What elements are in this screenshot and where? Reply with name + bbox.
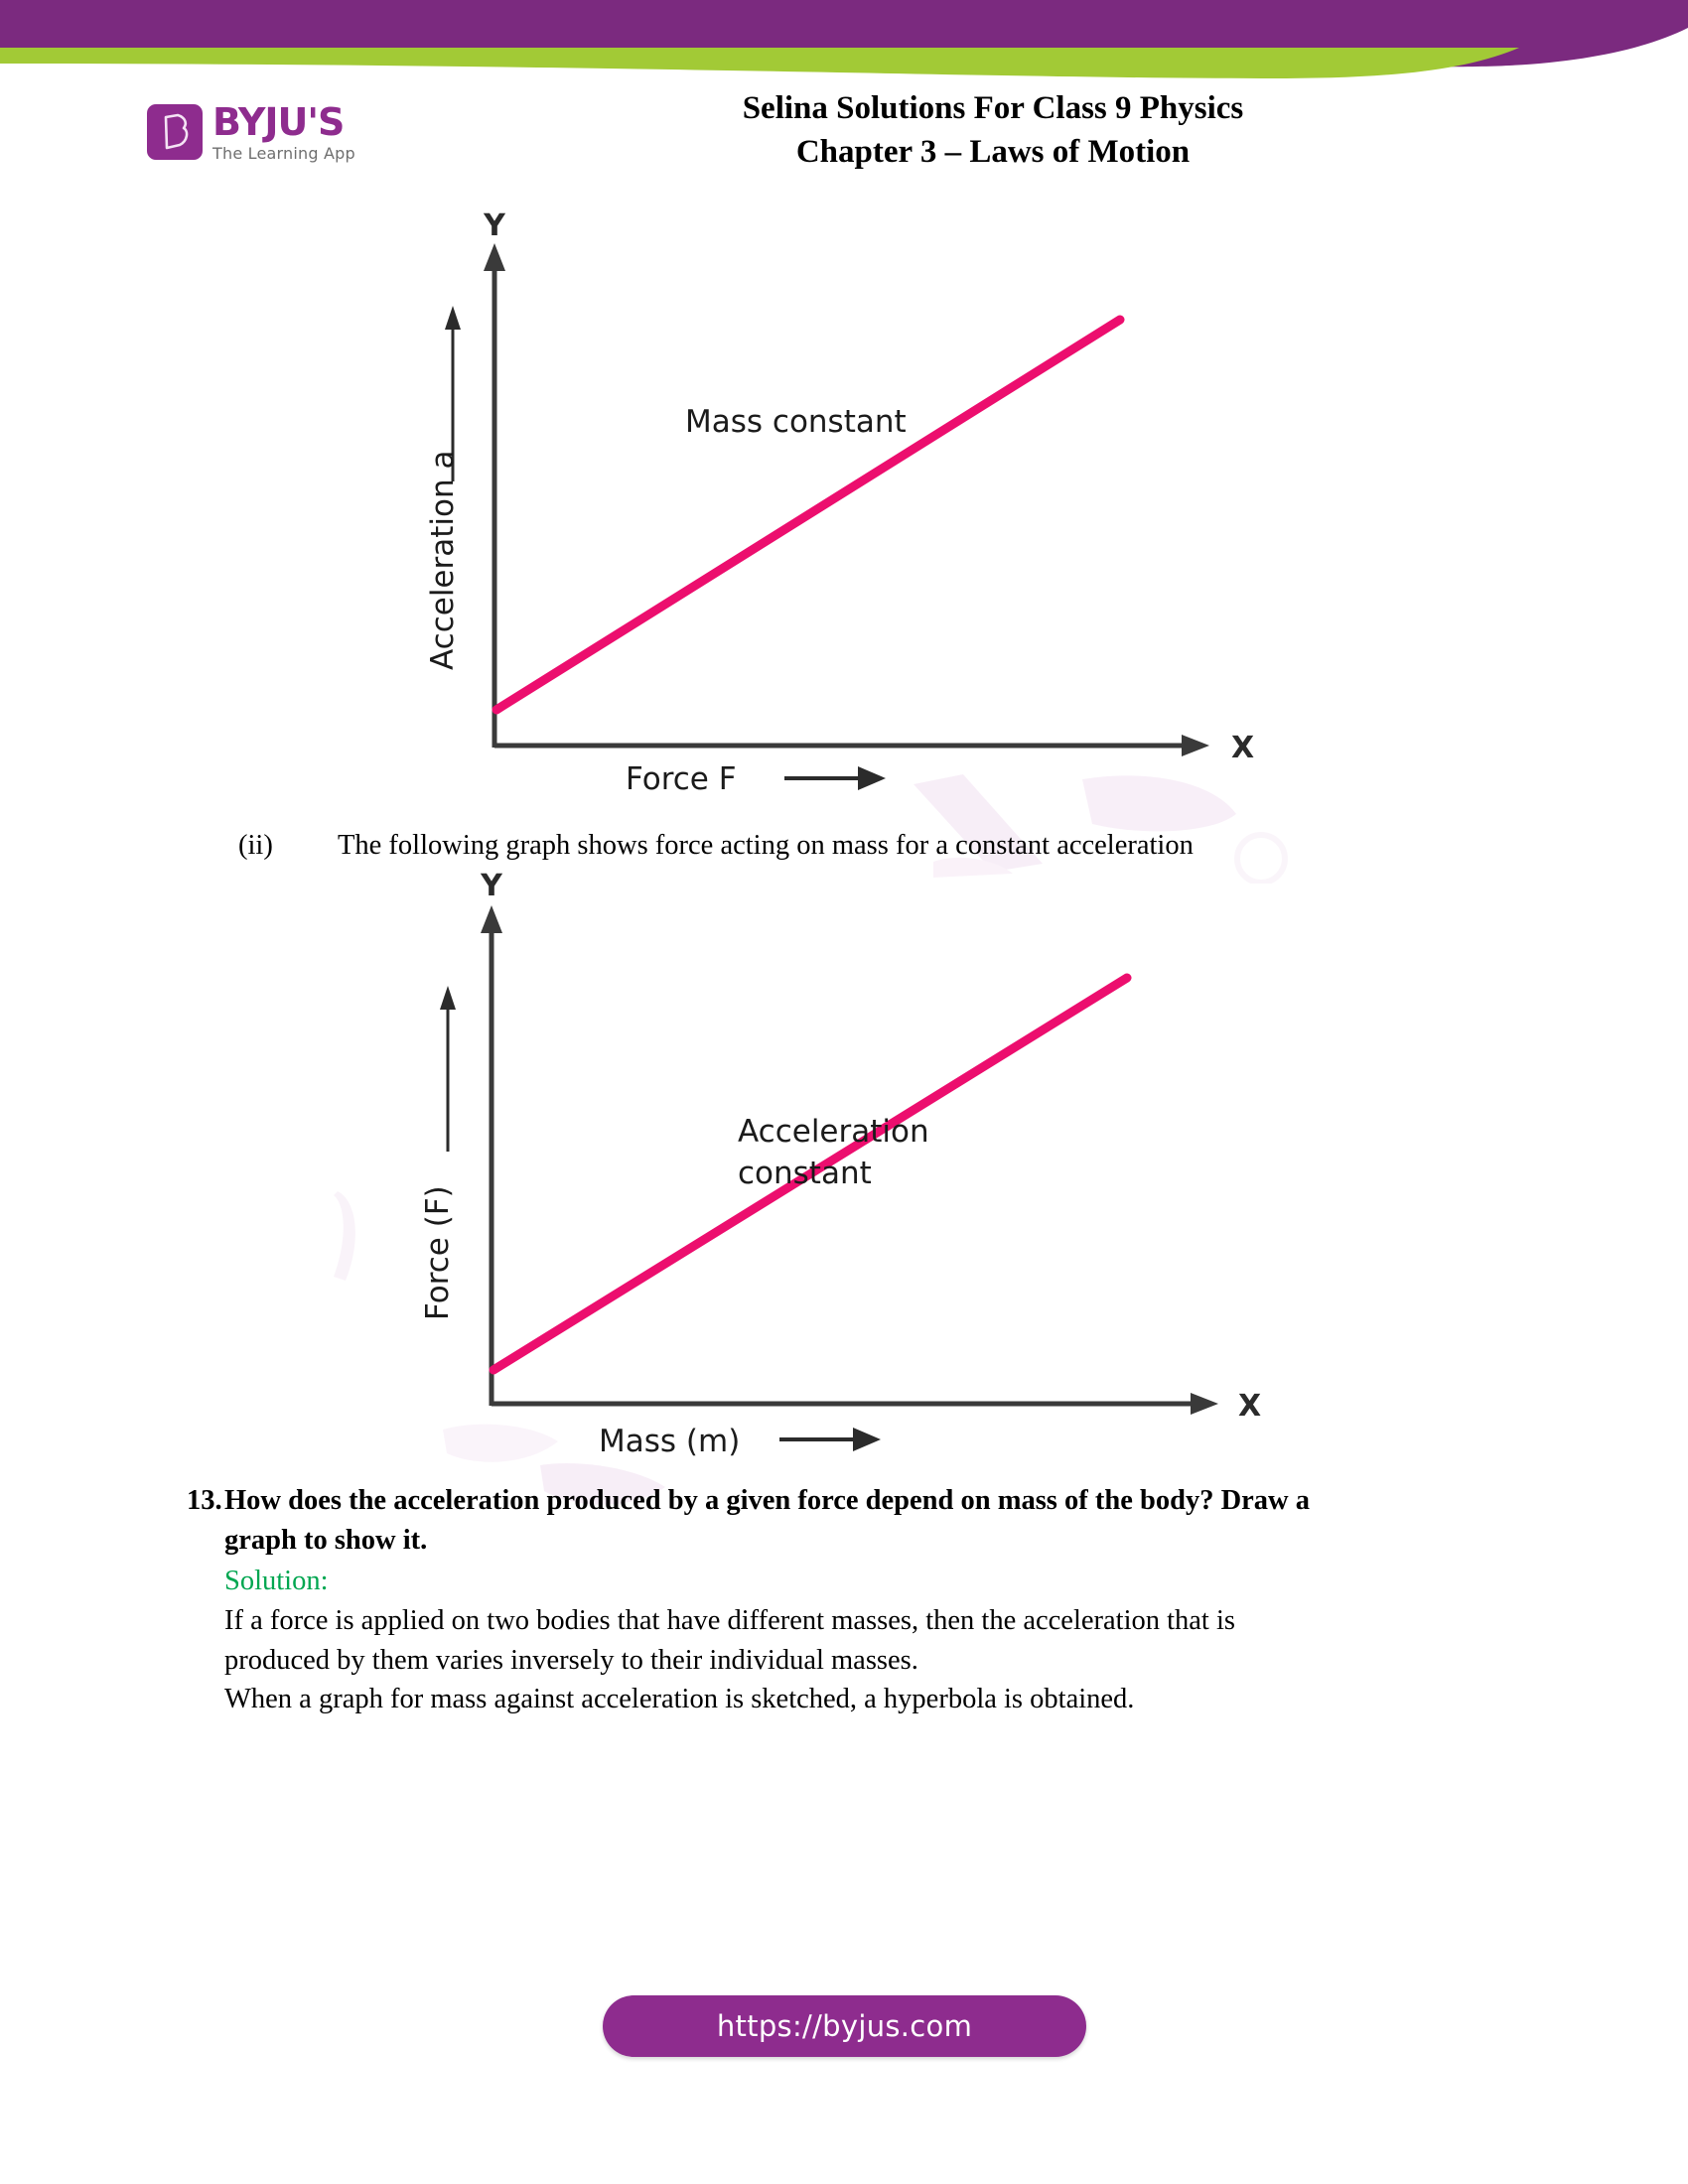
footer-url-label: https://byjus.com: [716, 2009, 973, 2043]
page-title-line-1: Selina Solutions For Class 9 Physics: [742, 90, 1244, 126]
byjus-logo-mark-icon: [147, 104, 203, 160]
green-band-shape: [0, 48, 1519, 78]
figure-acceleration-vs-force: [397, 194, 1291, 809]
figure2-x-tip-label: X: [1238, 1389, 1262, 1424]
figure1-y-label-arrow-icon: [445, 306, 461, 330]
figure1-y-axis-label: Acceleration a: [425, 450, 461, 670]
page-title-line-2: Chapter 3 – Laws of Motion: [795, 133, 1191, 170]
figure1-y-tip-label: Y: [484, 208, 505, 243]
solution-line-2: produced by them varies inversely to their individual masses.: [224, 1644, 918, 1676]
solution-label: Solution:: [224, 1565, 329, 1596]
page-title: [447, 87, 1539, 174]
figure1-x-label-arrow-icon: [858, 766, 886, 790]
solution-line-3: When a graph for mass against acceleration is sketched, a hyperbola is obtained.: [224, 1684, 1135, 1715]
figure2-y-label-arrow-icon: [440, 986, 456, 1010]
figure-force-vs-mass: [392, 854, 1286, 1489]
figure2-x-axis-label: Mass (m): [599, 1424, 741, 1459]
figure2-x-axis-arrow-icon: [1191, 1393, 1218, 1415]
figure1-x-axis-arrow-icon: [1182, 735, 1209, 756]
byjus-logo: [147, 96, 435, 168]
figure1-x-tip-label: X: [1231, 731, 1255, 765]
figure2-y-axis-arrow-icon: [481, 905, 502, 933]
figure2-x-label-arrow-icon: [853, 1428, 881, 1451]
figure2-y-axis-label: Force (F): [420, 1185, 456, 1320]
logo-wordmark: BYJU'S: [212, 99, 345, 144]
figure2-annotation-line-2: constant: [738, 1156, 872, 1191]
sub-item-text: The following graph shows force acting on mass for a constant acceleration: [338, 830, 1194, 861]
logo-tagline: The Learning App: [212, 143, 355, 163]
figure2-annotation-line-1: Acceleration: [738, 1114, 929, 1150]
question-13-text: [224, 1481, 1497, 1521]
purple-band-shape: [0, 0, 1688, 67]
watermark-mark-2: [328, 1181, 387, 1296]
figure1-x-axis-label: Force F: [626, 761, 737, 797]
sub-item-marker: (ii): [238, 830, 273, 861]
question-13-number: 13.: [187, 1485, 222, 1516]
page-header-decoration: [0, 0, 1688, 94]
question-13-block: [187, 1481, 1497, 1719]
figure1-y-axis-arrow-icon: [484, 243, 505, 271]
figure2-y-tip-label: Y: [481, 869, 502, 903]
question-13-text-line-2: graph to show it.: [224, 1524, 428, 1556]
question-13-text-line-1: How does the acceleration produced by a given force depend on mass of the body? Draw a: [224, 1485, 1311, 1516]
figure1-data-line: [496, 320, 1120, 710]
solution-line-1: If a force is applied on two bodies that have different masses, then the acceleration that is: [224, 1604, 1235, 1636]
footer-url-button[interactable]: [603, 1995, 1086, 2057]
question-13-body: [224, 1521, 1497, 1719]
figure1-annotation: Mass constant: [685, 404, 907, 440]
question-13-heading: [187, 1481, 1497, 1521]
